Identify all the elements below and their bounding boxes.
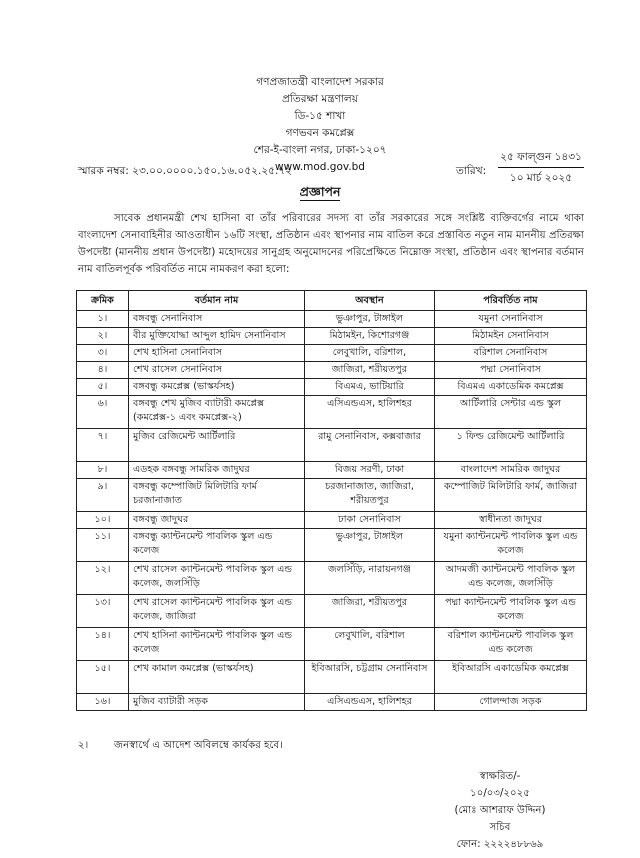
cell-current-name: বঙ্গবন্ধু কমপ্লেক্স (ভাস্কর্যসহ) bbox=[129, 379, 305, 396]
date-bengali: ২৫ ফাল্গুন ১৪৩১ bbox=[498, 150, 584, 168]
col-header-current-name: বর্তমান নাম bbox=[129, 291, 305, 311]
cell-new-name: বরিশাল সেনানিবাস bbox=[435, 345, 587, 362]
cell-new-name: আদমজী ক্যান্টনমেন্ট পাবলিক স্কুল এন্ড কলেজ, জলসিঁড়ি bbox=[435, 562, 587, 595]
cell-new-name: ১ ফিল্ড রেজিমেন্ট আর্টিলারি bbox=[435, 429, 587, 462]
cell-location: চরজানাজাত, জাজিরা, শরীয়তপুর bbox=[305, 479, 435, 512]
cell-serial: ১৪। bbox=[77, 628, 129, 661]
cell-location: ভুঞাপুর, টাঙ্গাইল bbox=[305, 529, 435, 562]
cell-serial: ২। bbox=[77, 328, 129, 345]
letterhead-complex: গণভবন কমপ্লেক্স bbox=[285, 127, 355, 139]
letterhead-govt: গণপ্রজাতন্ত্রী বাংলাদেশ সরকার bbox=[256, 76, 384, 88]
cell-new-name: গোলন্দাজ সড়ক bbox=[435, 694, 587, 711]
cell-location: জলসিঁড়ি, নারায়নগঞ্জ bbox=[305, 562, 435, 595]
cell-new-name: স্বাধীনতা জাদুঘর bbox=[435, 512, 587, 529]
document-title bbox=[0, 184, 640, 204]
date-box bbox=[498, 150, 584, 188]
letterhead-website: www.mod.gov.bd bbox=[275, 161, 365, 173]
signatory-name: (মোঃ আশরাফ উদ্দিন) bbox=[454, 805, 546, 816]
cell-location: লেবুখালি, বরিশাল bbox=[305, 628, 435, 661]
table-row bbox=[77, 396, 587, 429]
cell-location: এসিএন্ডএস, হালিশহর bbox=[305, 396, 435, 429]
cell-new-name: আর্টিলারি সেন্টার এন্ড স্কুল bbox=[435, 396, 587, 429]
letterhead-branch: ডি-১৫ শাখা bbox=[294, 110, 346, 122]
cell-location: বিজয় সরণী, ঢাকা bbox=[305, 462, 435, 479]
col-header-serial: ক্রমিক bbox=[77, 291, 129, 311]
signatory-designation: সচিব bbox=[489, 822, 511, 833]
table-header-row bbox=[77, 291, 587, 311]
cell-current-name: শেখ হাসিনা ক্যান্টনমেন্ট পাবলিক স্কুল এন্ড কলেজ bbox=[129, 628, 305, 661]
cell-current-name: মুজিব রেজিমেন্ট আর্টিলারি bbox=[129, 429, 305, 462]
cell-current-name: শেখ কামাল কমপ্লেক্স (ভাস্কর্যসহ) bbox=[129, 661, 305, 694]
document-title-text: প্রজ্ঞাপন bbox=[299, 184, 341, 199]
table-row bbox=[77, 512, 587, 529]
cell-serial: ৪। bbox=[77, 362, 129, 379]
table-row bbox=[77, 479, 587, 512]
table-row bbox=[77, 595, 587, 628]
cell-new-name: কম্পোজিট মিলিটারি ফার্ম, জাজিরা bbox=[435, 479, 587, 512]
cell-location: ইবিআরসি, চট্টগ্রাম সেনানিবাস bbox=[305, 661, 435, 694]
table-row bbox=[77, 311, 587, 328]
cell-location: এসিএন্ডএস, হালিশহর bbox=[305, 694, 435, 711]
cell-location: ভুঞাপুর, টাঙ্গাইল bbox=[305, 311, 435, 328]
signatory-phone: ফোন: ২২২২৪৮৮৬৯ bbox=[456, 839, 544, 850]
cell-new-name: পদ্মা সেনানিবাস bbox=[435, 362, 587, 379]
table-row bbox=[77, 362, 587, 379]
table-row bbox=[77, 345, 587, 362]
cell-current-name: মুজিব ব্যাটারী সড়ক bbox=[129, 694, 305, 711]
point-2-text: জনস্বার্থে এ আদেশ অবিলম্বে কার্যকর হবে। bbox=[114, 740, 283, 751]
cell-location: ঢাকা সেনানিবাস bbox=[305, 512, 435, 529]
cell-new-name: পদ্মা ক্যান্টনমেন্ট পাবলিক স্কুল এন্ড কলেজ bbox=[435, 595, 587, 628]
cell-current-name: বঙ্গবন্ধু কম্পোজিট মিলিটারি ফার্ম চরজানাজাত bbox=[129, 479, 305, 512]
cell-current-name: শেখ হাসিনা সেনানিবাস bbox=[129, 345, 305, 362]
table-row bbox=[77, 379, 587, 396]
cell-new-name: যমুনা সেনানিবাস bbox=[435, 311, 587, 328]
signed-date: ১০/০৩/২০২৫ bbox=[470, 788, 530, 799]
date-gregorian: ১০ মার্চ ২০২৫ bbox=[509, 172, 573, 184]
renaming-table bbox=[76, 290, 587, 711]
cell-current-name: শেখ রাসেল সেনানিবাস bbox=[129, 362, 305, 379]
table-row bbox=[77, 462, 587, 479]
cell-serial: ৯। bbox=[77, 479, 129, 512]
cell-current-name: বঙ্গবন্ধু সেনানিবাস bbox=[129, 311, 305, 328]
letterhead-ministry: প্রতিরক্ষা মন্ত্রণালয় bbox=[282, 93, 358, 105]
memo-ref-number: স্মারক নম্বর: ২৩.০০.০০০০.১৫০.১৬.০৫২.২৫.৭২ bbox=[78, 165, 292, 177]
table-row bbox=[77, 562, 587, 595]
cell-current-name: শেখ রাসেল ক্যান্টনমেন্ট পাবলিক স্কুল এন্ড কলেজ, জাজিরা bbox=[129, 595, 305, 628]
signature-block bbox=[430, 768, 570, 853]
table-row bbox=[77, 694, 587, 711]
signed-label: স্বাক্ষরিত/- bbox=[479, 771, 521, 782]
cell-new-name: যমুনা ক্যান্টনমেন্ট পাবলিক স্কুল এন্ড কলেজ bbox=[435, 529, 587, 562]
cell-new-name: বাংলাদেশ সামরিক জাদুঘর bbox=[435, 462, 587, 479]
cell-location: রামু সেনানিবাস, কক্সবাজার bbox=[305, 429, 435, 462]
cell-serial: ১৩। bbox=[77, 595, 129, 628]
cell-serial: ১১। bbox=[77, 529, 129, 562]
cell-new-name: বিএমএ একাডেমিক কমপ্লেক্স bbox=[435, 379, 587, 396]
col-header-location: অবস্থান bbox=[305, 291, 435, 311]
cell-location: বিএমএ, ভাটিয়ারি bbox=[305, 379, 435, 396]
letterhead-address: শের-ই-বাংলা নগর, ঢাকা-১২০৭ bbox=[253, 144, 387, 156]
table-row bbox=[77, 529, 587, 562]
cell-serial: ৮। bbox=[77, 462, 129, 479]
table-row bbox=[77, 661, 587, 694]
col-header-new-name: পরিবর্তিত নাম bbox=[435, 291, 587, 311]
cell-serial: ৫। bbox=[77, 379, 129, 396]
table-row bbox=[77, 429, 587, 462]
cell-serial: ৩। bbox=[77, 345, 129, 362]
cell-serial: ১৫। bbox=[77, 661, 129, 694]
cell-new-name: ইবিআরসি একাডেমিক কমপ্লেক্স bbox=[435, 661, 587, 694]
table-row bbox=[77, 328, 587, 345]
cell-serial: ১২। bbox=[77, 562, 129, 595]
cell-current-name: শেখ রাসেল ক্যান্টনমেন্ট পাবলিক স্কুল এন্ড কলেজ, জলসিঁড়ি bbox=[129, 562, 305, 595]
cell-current-name: বীর মুক্তিযোদ্ধা আব্দুল হামিদ সেনানিবাস bbox=[129, 328, 305, 345]
cell-location: জাজিরা, শরীয়তপুর bbox=[305, 595, 435, 628]
cell-serial: ১৬। bbox=[77, 694, 129, 711]
point-2 bbox=[78, 738, 283, 755]
cell-current-name: বঙ্গবন্ধু জাদুঘর bbox=[129, 512, 305, 529]
cell-current-name: বঙ্গবন্ধু শেখ মুজিব ব্যাটারী কমপ্লেক্স (কমপ্লেক্স-১ এবং কমপ্লেক্স-২) bbox=[129, 396, 305, 429]
cell-serial: ১। bbox=[77, 311, 129, 328]
cell-serial: ৬। bbox=[77, 396, 129, 429]
cell-new-name: মিঠামইন সেনানিবাস bbox=[435, 328, 587, 345]
body-paragraph: সাবেক প্রধানমন্ত্রী শেখ হাসিনা বা তাঁর পরিবারের সদস্য বা তাঁর সরকারের সঙ্গে সংশ্লিষ্ট ব্যক্তিবর্গের নামে থাকা বাংলাদেশ সেনাবাহিনীর আওতাধীন ১৬টি সংস্থা, প্রতিষ্ঠান এবং স্থাপনার নাম বাতিল করে প্রস্তাবিত নতুন নাম মাননীয় প্রতিরক্ষা উপদেষ্টা (মাননীয় প্রধান উপদেষ্টা) মহোদয়ের সানুগ্রহ অনুমোদনের পরিপ্রেক্ষিতে নিম্নোক্ত সংস্থা, প্রতিষ্ঠান এবং স্থাপনার বর্তমান নাম বাতিলপূর্বক পরিবর্তিত নামে নামকরণ করা হলো: bbox=[78, 213, 584, 275]
cell-location: জাজিরা, শরীয়তপুর bbox=[305, 362, 435, 379]
cell-current-name: বঙ্গবন্ধু ক্যান্টনমেন্ট পাবলিক স্কুল এন্ড কলেজ bbox=[129, 529, 305, 562]
table-row bbox=[77, 628, 587, 661]
cell-serial: ১০। bbox=[77, 512, 129, 529]
point-2-number: ২। bbox=[78, 740, 89, 751]
date-label: তারিখ: bbox=[456, 165, 487, 177]
cell-serial: ৭। bbox=[77, 429, 129, 462]
cell-current-name: এডহক বঙ্গবন্ধু সামরিক জাদুঘর bbox=[129, 462, 305, 479]
cell-new-name: বরিশাল ক্যান্টনমেন্ট পাবলিক স্কুল এন্ড কলেজ bbox=[435, 628, 587, 661]
cell-location: মিঠামইন, কিশোরগঞ্জ bbox=[305, 328, 435, 345]
cell-location: লেবুখালি, বরিশাল, bbox=[305, 345, 435, 362]
